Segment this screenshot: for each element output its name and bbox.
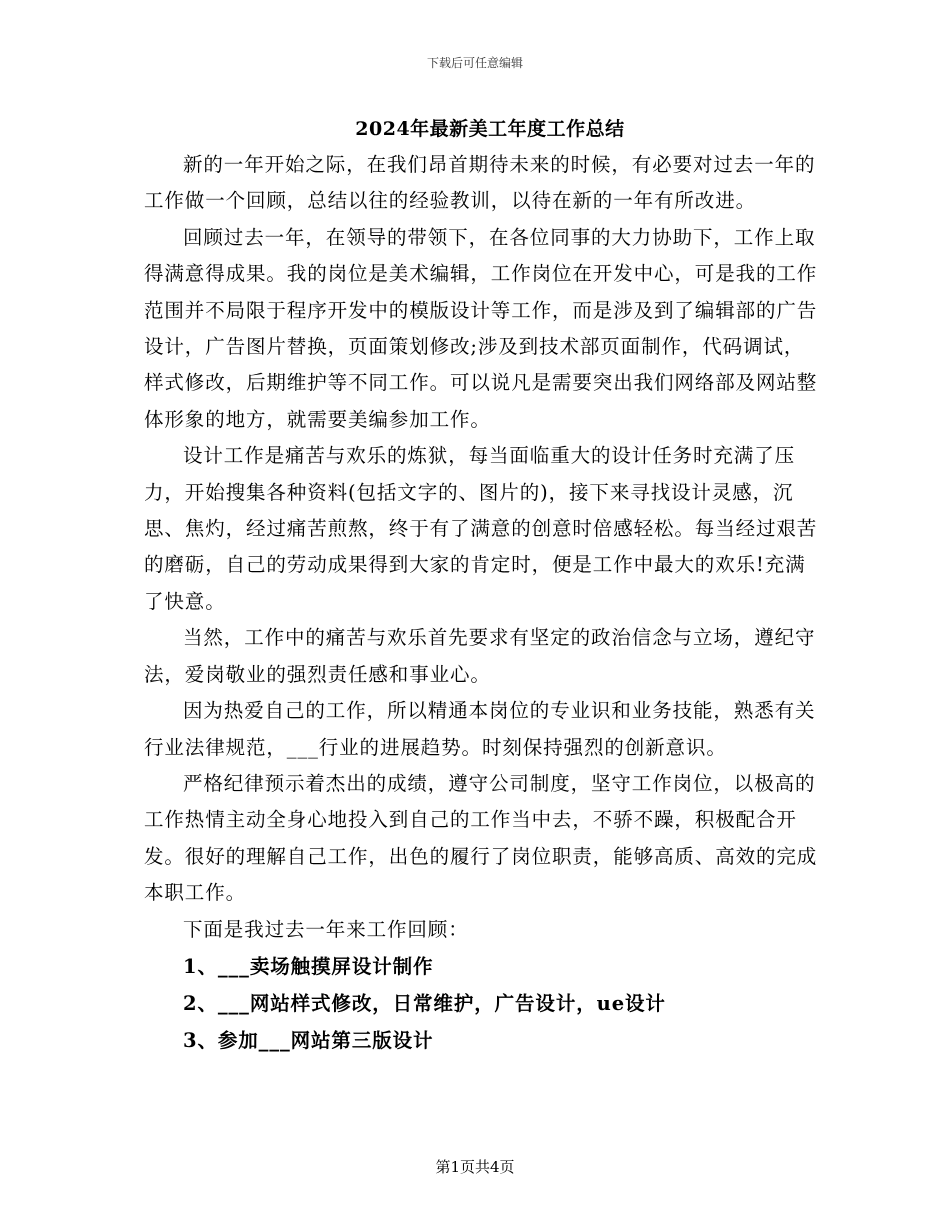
paragraph: 下面是我过去一年来工作回顾： [183, 917, 469, 941]
paragraph: 回顾过去一年，在领导的带领下，在各位同事的大力协助下，工作上取得满意得成果。我的岗位是美术编辑，工作岗位在开发中心，可是我的工作范围并不局限于程序开发中的模版设计等工作，而是涉及到了编辑部的广告设计，广告图片替换，页面策划修改;涉及到技术部页面制作，代码调试，样式修改，后期维护等不同工作。可以说凡是需要突出我们网络部及网站整体形象的地方，就需要美编参加工作。 [144, 225, 818, 431]
document-title: 2024年最新美工年度工作总结 [355, 118, 625, 140]
paragraph: 当然，工作中的痛苦与欢乐首先要求有坚定的政治信念与立场，遵纪守法，爱岗敬业的强烈责任感和事业心。 [144, 626, 816, 686]
page-number: 第1页共4页 [435, 1158, 515, 1176]
paragraph: 严格纪律预示着杰出的成绩，遵守公司制度，坚守工作岗位，以极高的工作热情主动全身心地投入到自己的工作当中去，不骄不躁，积极配合开发。很好的理解自己工作，出色的履行了岗位职责，能够高质、高效的完成本职工作。 [144, 771, 818, 905]
paragraph: 因为热爱自己的工作，所以精通本岗位的专业识和业务技能，熟悉有关行业法律规范，___行业的进展趋势。时刻保持强烈的创新意识。 [144, 699, 816, 759]
paragraph: 新的一年开始之际，在我们昂首期待未来的时候，有必要对过去一年的工作做一个回顾，总结以往的经验教训，以待在新的一年有所改进。 [144, 153, 816, 213]
paragraph: 设计工作是痛苦与欢乐的炼狱，每当面临重大的设计任务时充满了压力，开始搜集各种资料(包括文字的、图片的)，接下来寻找设计灵感，沉思、焦灼，经过痛苦煎熬，终于有了满意的创意时倍感轻松。每当经过艰苦的磨砺，自己的劳动成果得到大家的肯定时，便是工作中最大的欢乐!充满了快意。 [144, 444, 818, 613]
page-header-note: 下载后可任意编辑 [426, 56, 523, 70]
list-item: 3、参加___网站第三版设计 [183, 1028, 434, 1052]
list-item: 2、___网站样式修改，日常维护，广告设计，ue设计 [183, 991, 666, 1015]
list-item: 1、___卖场触摸屏设计制作 [183, 954, 434, 978]
document-body [144, 147, 824, 1059]
